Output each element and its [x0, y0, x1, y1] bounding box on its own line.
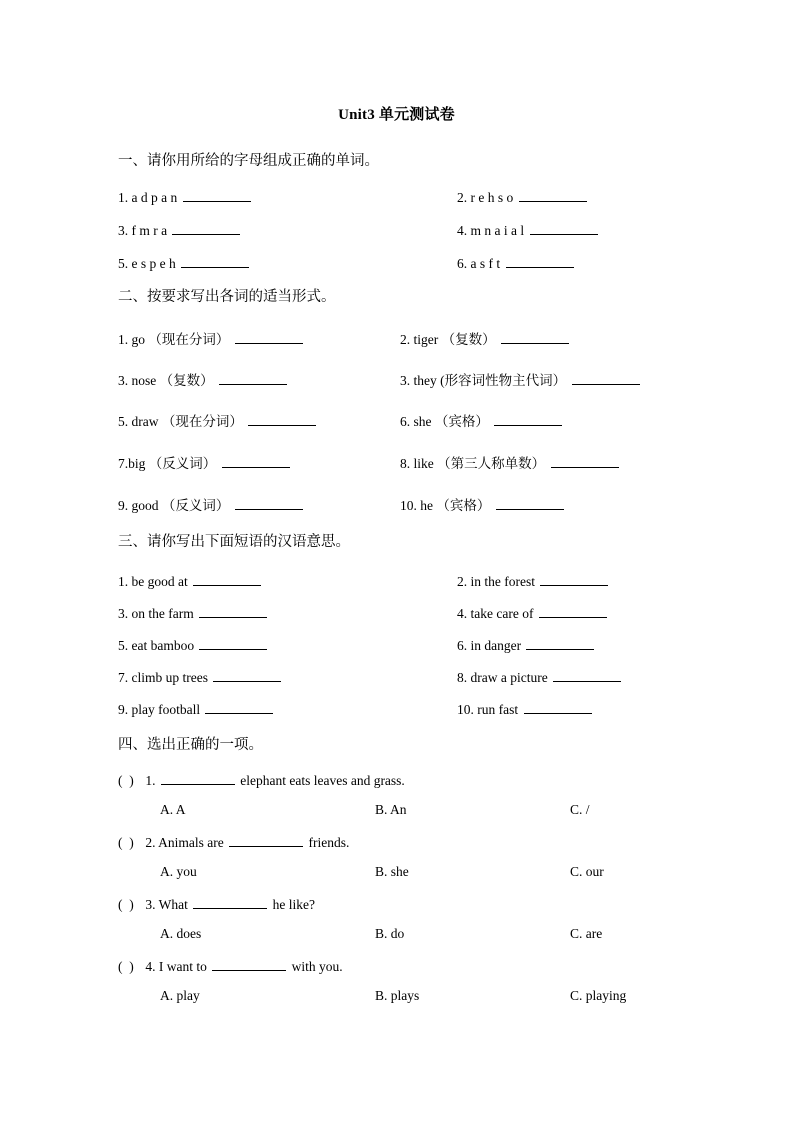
item-number: 8.	[400, 456, 411, 471]
answer-blank[interactable]	[219, 371, 287, 385]
answer-blank[interactable]	[229, 833, 303, 847]
answer-blank[interactable]	[551, 454, 619, 468]
answer-blank[interactable]	[205, 700, 273, 714]
item-number: 6.	[457, 255, 468, 271]
answer-blank[interactable]	[501, 330, 569, 344]
item-hint: （宾格）	[434, 414, 489, 429]
answer-blank[interactable]	[526, 636, 594, 650]
item-phrase: draw a picture	[470, 669, 548, 685]
answer-blank[interactable]	[193, 895, 267, 909]
item-phrase: on the farm	[131, 605, 194, 621]
item-word: like	[413, 456, 434, 471]
answer-blank[interactable]	[494, 412, 562, 426]
section1-item-1	[118, 188, 253, 206]
page-title: Unit3 单元测试卷	[338, 107, 455, 123]
answer-blank[interactable]	[248, 412, 316, 426]
answer-blank[interactable]	[172, 221, 240, 235]
section2-item-1	[118, 328, 305, 348]
item-hint: (形容词性物主代词）	[440, 373, 567, 388]
answer-blank[interactable]	[540, 572, 608, 586]
section2-item-7	[118, 452, 292, 472]
item-word: big	[128, 456, 146, 471]
answer-blank[interactable]	[183, 188, 251, 202]
item-hint: （复数）	[441, 332, 496, 347]
item-number: 6.	[400, 414, 411, 429]
answer-blank[interactable]	[506, 254, 574, 268]
question-stem-before: I want to	[158, 958, 207, 974]
item-word: good	[131, 498, 159, 513]
item-number: 2.	[457, 573, 468, 589]
item-word: he	[420, 498, 433, 513]
answer-blank[interactable]	[539, 604, 607, 618]
item-phrase: play football	[131, 701, 201, 717]
section1-item-4	[457, 221, 600, 239]
item-hint: （反义词）	[161, 498, 230, 513]
item-number: 7.	[118, 669, 129, 685]
item-word: nose	[131, 373, 157, 388]
option-a[interactable]: A. play	[160, 988, 200, 1003]
question-number: 2.	[145, 834, 156, 850]
answer-blank[interactable]	[519, 188, 587, 202]
answer-blank[interactable]	[199, 604, 267, 618]
option-a[interactable]: A. you	[160, 864, 197, 879]
item-hint: （现在分词）	[148, 332, 230, 347]
option-b[interactable]: B. do	[375, 926, 405, 941]
item-phrase: climb up trees	[131, 669, 208, 685]
item-phrase: eat bamboo	[131, 637, 195, 653]
answer-bracket[interactable]: ( )	[118, 834, 134, 850]
section1-item-5	[118, 254, 251, 272]
question-stem-after: with you.	[291, 958, 343, 974]
option-a[interactable]: A. does	[160, 926, 202, 941]
answer-bracket[interactable]: ( )	[118, 958, 134, 974]
section2-item-4	[400, 369, 642, 389]
item-number: 4.	[457, 605, 468, 621]
item-number: 3.	[118, 373, 129, 388]
item-hint: （宾格）	[436, 498, 491, 513]
section4-question-4	[118, 957, 343, 975]
item-phrase: in danger	[470, 637, 522, 653]
answer-blank[interactable]	[572, 371, 640, 385]
question-number: 3.	[145, 896, 156, 912]
item-letters: r e h s o	[470, 189, 514, 205]
section3-item-7	[118, 668, 283, 686]
section4-question-2	[118, 833, 349, 851]
section3-item-3	[118, 604, 269, 622]
item-hint: （第三人称单数）	[437, 456, 546, 471]
item-phrase: in the forest	[470, 573, 535, 589]
question-stem-after: elephant eats leaves and grass.	[240, 772, 405, 788]
item-phrase: take care of	[470, 605, 534, 621]
section3-item-4	[457, 604, 609, 622]
option-a[interactable]: A. A	[160, 802, 186, 817]
section3-item-2	[457, 572, 610, 590]
item-word: draw	[131, 414, 159, 429]
item-number: 8.	[457, 669, 468, 685]
item-number: 10.	[457, 701, 474, 717]
item-number: 3.	[118, 222, 129, 238]
option-b[interactable]: B. plays	[375, 988, 420, 1003]
answer-blank[interactable]	[235, 330, 303, 344]
section2-item-9	[118, 494, 305, 514]
question-number: 1.	[145, 772, 156, 788]
answer-blank[interactable]	[530, 221, 598, 235]
answer-bracket[interactable]: ( )	[118, 772, 134, 788]
section3-item-5	[118, 636, 269, 654]
answer-blank[interactable]	[496, 496, 564, 510]
item-number: 1.	[118, 189, 129, 205]
answer-bracket[interactable]: ( )	[118, 896, 134, 912]
answer-blank[interactable]	[553, 668, 621, 682]
item-word: they	[413, 373, 437, 388]
section2-item-2	[400, 328, 571, 348]
option-b[interactable]: B. An	[375, 802, 407, 817]
section2-item-6	[400, 410, 564, 430]
item-hint: （复数）	[159, 373, 214, 388]
item-number: 5.	[118, 414, 129, 429]
section3-item-10	[457, 700, 594, 718]
item-letters: a d p a n	[131, 189, 178, 205]
section4-question-3	[118, 895, 315, 913]
item-hint: （现在分词）	[161, 414, 243, 429]
answer-blank[interactable]	[181, 254, 249, 268]
section4-question-1	[118, 771, 405, 789]
item-number: 2.	[457, 189, 468, 205]
item-number: 9.	[118, 701, 129, 717]
question-stem-before: What	[158, 896, 188, 912]
option-c[interactable]: C. /	[570, 802, 590, 817]
section-heading-2: 二、按要求写出各词的适当形式。	[118, 289, 336, 305]
section3-item-8	[457, 668, 623, 686]
section2-item-5	[118, 410, 318, 430]
item-letters: a s f t	[470, 255, 501, 271]
item-number: 1.	[118, 332, 129, 347]
item-number: 6.	[457, 637, 468, 653]
answer-blank[interactable]	[212, 957, 286, 971]
item-number: 5.	[118, 637, 129, 653]
item-number: 7.	[118, 456, 129, 471]
item-word: tiger	[413, 332, 439, 347]
section-heading-1: 一、请你用所给的字母组成正确的单词。	[118, 153, 379, 169]
section2-item-10	[400, 494, 566, 514]
section2-item-3	[118, 369, 289, 389]
section3-item-1	[118, 572, 263, 590]
item-number: 1.	[118, 573, 129, 589]
section1-item-3	[118, 221, 242, 239]
answer-blank[interactable]	[235, 496, 303, 510]
item-number: 10.	[400, 498, 417, 513]
question-stem-after: he like?	[272, 896, 315, 912]
item-hint: （反义词）	[148, 456, 217, 471]
section3-item-6	[457, 636, 596, 654]
item-word: she	[413, 414, 432, 429]
section2-item-8	[400, 452, 621, 472]
section1-item-6	[457, 254, 576, 272]
item-word: go	[131, 332, 145, 347]
section-heading-4: 四、选出正确的一项。	[118, 737, 263, 753]
item-letters: m n a i a l	[470, 222, 525, 238]
question-number: 4.	[145, 958, 156, 974]
option-c[interactable]: C. playing	[570, 988, 627, 1003]
answer-blank[interactable]	[199, 636, 267, 650]
option-c[interactable]: C. are	[570, 926, 603, 941]
item-number: 5.	[118, 255, 129, 271]
section1-item-2	[457, 188, 589, 206]
option-c[interactable]: C. our	[570, 864, 604, 879]
question-stem-before: Animals are	[158, 834, 224, 850]
item-number: 4.	[457, 222, 468, 238]
section3-item-9	[118, 700, 275, 718]
answer-blank[interactable]	[193, 572, 261, 586]
question-stem-after: friends.	[308, 834, 350, 850]
item-phrase: be good at	[131, 573, 188, 589]
item-number: 3.	[118, 605, 129, 621]
item-phrase: run fast	[477, 701, 519, 717]
answer-blank[interactable]	[222, 454, 290, 468]
item-number: 2.	[400, 332, 411, 347]
answer-blank[interactable]	[524, 700, 592, 714]
answer-blank[interactable]	[161, 771, 235, 785]
option-b[interactable]: B. she	[375, 864, 409, 879]
section-heading-3: 三、请你写出下面短语的汉语意思。	[118, 534, 350, 550]
item-letters: f m r a	[131, 222, 168, 238]
item-number: 9.	[118, 498, 129, 513]
item-number: 3.	[400, 373, 411, 388]
item-letters: e s p e h	[131, 255, 176, 271]
answer-blank[interactable]	[213, 668, 281, 682]
